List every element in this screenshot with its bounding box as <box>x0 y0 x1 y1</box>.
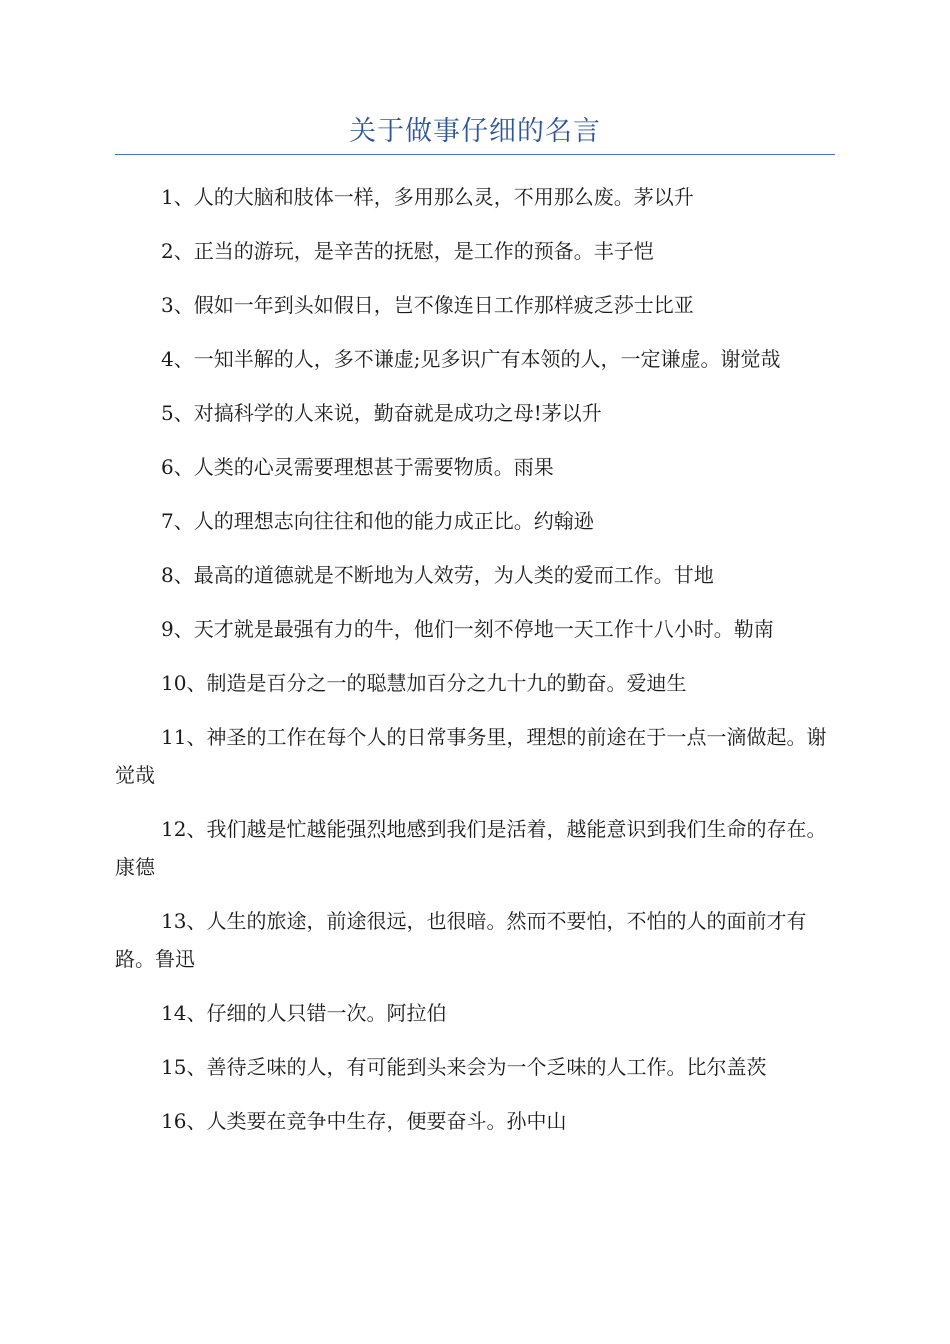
quote-item: 8、最高的道德就是不断地为人效劳，为人类的爱而工作。甘地 <box>161 563 714 587</box>
quote-item: 5、对搞科学的人来说，勤奋就是成功之母!茅以升 <box>161 401 602 425</box>
quote-item: 4、一知半解的人，多不谦虚;见多识广有本领的人，一定谦虚。谢觉哉 <box>161 347 781 371</box>
quote-item: 16、人类要在竞争中生存，便要奋斗。孙中山 <box>161 1109 567 1133</box>
quote-item: 12、我们越是忙越能强烈地感到我们是活着，越能意识到我们生命的存在。康德 <box>115 817 827 879</box>
quote-item: 7、人的理想志向往往和他的能力成正比。约翰逊 <box>161 509 594 533</box>
quote-item: 6、人类的心灵需要理想甚于需要物质。雨果 <box>161 455 554 479</box>
quote-item: 2、正当的游玩，是辛苦的抚慰，是工作的预备。丰子恺 <box>161 239 654 263</box>
quote-item: 1、人的大脑和肢体一样，多用那么灵，不用那么废。茅以升 <box>161 185 694 209</box>
quote-item: 10、制造是百分之一的聪慧加百分之九十九的勤奋。爱迪生 <box>161 671 687 695</box>
quote-item: 11、神圣的工作在每个人的日常事务里，理想的前途在于一点一滴做起。谢觉哉 <box>115 725 827 787</box>
quote-item: 9、天才就是最强有力的牛，他们一刻不停地一天工作十八小时。勒南 <box>161 617 774 641</box>
quote-item: 13、人生的旅途，前途很远，也很暗。然而不要怕，不怕的人的面前才有路。鲁迅 <box>115 909 807 971</box>
quote-item: 15、善待乏味的人，有可能到头来会为一个乏味的人工作。比尔盖茨 <box>161 1055 767 1079</box>
title-underline <box>115 154 835 155</box>
quote-item: 14、仔细的人只错一次。阿拉伯 <box>161 1001 447 1025</box>
document-title: 关于做事仔细的名言 <box>349 116 601 147</box>
quote-item: 3、假如一年到头如假日，岂不像连日工作那样疲乏莎士比亚 <box>161 293 694 317</box>
quote-list <box>115 178 835 1140</box>
document-page <box>115 0 835 1156</box>
